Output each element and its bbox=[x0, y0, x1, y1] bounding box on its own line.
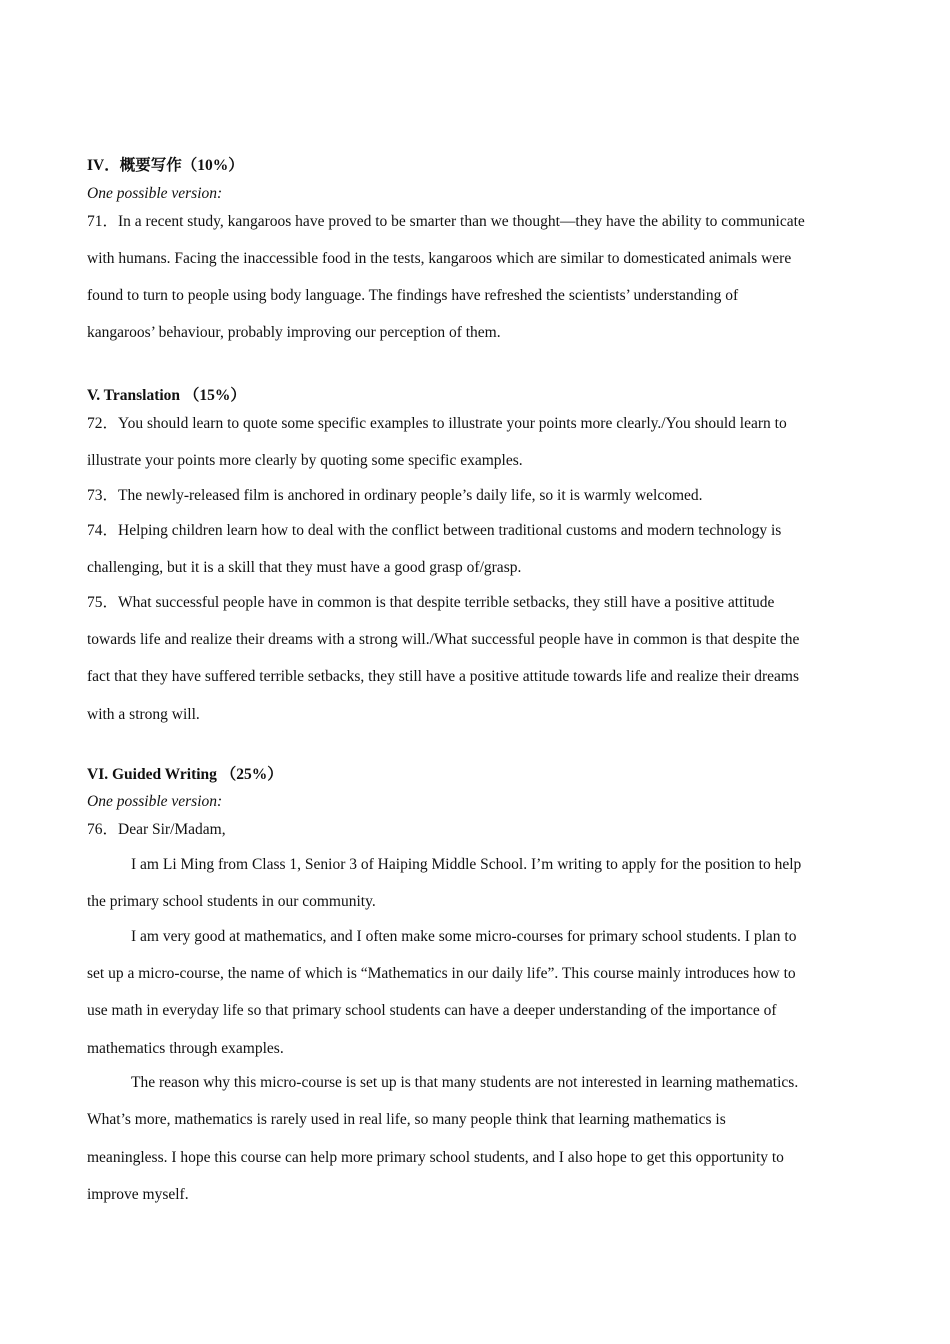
letter-line: the primary school students in our community. bbox=[87, 893, 376, 910]
section-4-heading: IV．概要写作（10%） bbox=[87, 157, 244, 174]
letter-salutation: 76．Dear Sir/Madam, bbox=[87, 821, 226, 838]
section-5-line: 75．What successful people have in common is that despite terrible setbacks, they still have a positive attitude bbox=[87, 594, 775, 611]
letter-line: set up a micro-course, the name of which is “Mathematics in our daily life”. This course mainly introduces how to bbox=[87, 965, 796, 982]
letter-line: The reason why this micro-course is set up is that many students are not interested in learning mathematics. bbox=[131, 1074, 799, 1091]
section-5-line: fact that they have suffered terrible setbacks, they still have a positive attitude towards life and realize their dreams bbox=[87, 668, 800, 685]
section-4-line: kangaroos’ behaviour, probably improving our perception of them. bbox=[87, 324, 501, 341]
section-6-heading: VI. Guided Writing （25%） bbox=[87, 766, 283, 783]
section-4-intro: One possible version: bbox=[87, 185, 223, 202]
section-5-line: 73．The newly-released film is anchored in ordinary people’s daily life, so it is warmly welcomed. bbox=[87, 487, 703, 504]
section-5-line: towards life and realize their dreams with a strong will./What successful people have in common is that despite the bbox=[87, 631, 800, 648]
section-5-line: challenging, but it is a skill that they must have a good grasp of/grasp. bbox=[87, 559, 522, 576]
letter-line: use math in everyday life so that primary school students can have a deeper understanding of the importance of bbox=[87, 1002, 777, 1019]
letter-line: I am Li Ming from Class 1, Senior 3 of Haiping Middle School. I’m writing to apply for the position to help bbox=[131, 856, 802, 873]
section-5-heading: V. Translation （15%） bbox=[87, 387, 246, 404]
section-5-line: 74．Helping children learn how to deal with the conflict between traditional customs and modern technology is bbox=[87, 522, 782, 539]
section-5-line: with a strong will. bbox=[87, 706, 200, 723]
section-4-line: with humans. Facing the inaccessible food in the tests, kangaroos which are similar to domesticated animals were bbox=[87, 250, 792, 267]
letter-line: What’s more, mathematics is rarely used in real life, so many people think that learning mathematics is bbox=[87, 1111, 726, 1128]
section-5-line: 72．You should learn to quote some specific examples to illustrate your points more clearly./You should learn to bbox=[87, 415, 787, 432]
letter-line: mathematics through examples. bbox=[87, 1040, 284, 1057]
letter-line: I am very good at mathematics, and I often make some micro-courses for primary school students. I plan to bbox=[131, 928, 797, 945]
section-6-intro: One possible version: bbox=[87, 793, 223, 810]
section-5-line: illustrate your points more clearly by quoting some specific examples. bbox=[87, 452, 523, 469]
letter-line: meaningless. I hope this course can help more primary school students, and I also hope to get this opportunity to bbox=[87, 1149, 784, 1166]
section-4-line: found to turn to people using body language. The findings have refreshed the scientists’ understanding of bbox=[87, 287, 739, 304]
letter-line: improve myself. bbox=[87, 1186, 189, 1203]
section-4-line: 71．In a recent study, kangaroos have proved to be smarter than we thought—they have the ability to communicate bbox=[87, 213, 805, 230]
